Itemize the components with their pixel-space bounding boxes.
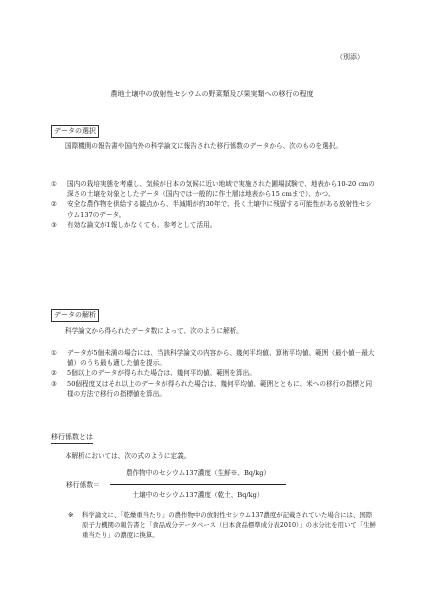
list-item bbox=[51, 368, 375, 378]
list-item bbox=[51, 220, 375, 230]
item-number: ③ bbox=[51, 220, 57, 229]
item-text: 50個程度又はそれ以上のデータが得られた場合は、幾何平均値、範囲とともに、米への移行の指標と同様の方法で移行の指標値を算出。 bbox=[67, 379, 373, 398]
item-text: 国内の栽培実態を考慮し、気候が日本の気候に近い地域で実施された圃場試験で、地表から10-20 cmの深さの土壌を対象としたデータ（国内では一般的に作土層は地表から15 cmまで）、かつ、 bbox=[67, 180, 375, 199]
list-item bbox=[51, 348, 375, 368]
list-item bbox=[51, 179, 375, 199]
formula-denominator: 土壌中のセシウム137濃度（乾土、Bq/kg） bbox=[132, 491, 264, 499]
item-text: データが5個未満の場合には、当該科学論文の内容から、幾何平均値、算術平均値、範囲（最小値－最大値）のうち最も適した値を提示。 bbox=[67, 349, 375, 368]
item-text: 5個以上のデータが得られた場合は、幾何平均値、範囲を算出。 bbox=[67, 369, 256, 378]
section2-list bbox=[51, 348, 375, 399]
fraction-line bbox=[110, 484, 286, 485]
section2-intro: 科学論文から得られたデータ数によって、次のように解析。 bbox=[65, 327, 243, 335]
item-number: ② bbox=[51, 200, 57, 209]
footnote-text: 科学論文に、「乾燥重当たり」の農作物中の放射性セシウム137濃度が記載されていた場合には、国際原子力機関の報告書と「食品成分データベース（日本食品標準成分表2010）」の水分比を用いて「生鮮重当たり」の濃度に換算。 bbox=[82, 511, 376, 539]
item-number: ② bbox=[51, 369, 57, 378]
item-text: 有効な論文が1報しかなくても、参考として活用。 bbox=[67, 220, 217, 229]
section-heading-data-selection: データの選択 bbox=[51, 125, 99, 138]
section1-list bbox=[51, 179, 375, 230]
formula-label: 移行係数＝ bbox=[66, 481, 100, 489]
item-number: ③ bbox=[51, 379, 57, 388]
item-number: ① bbox=[51, 349, 57, 357]
item-number: ① bbox=[51, 180, 57, 188]
item-text: 安全な農作物を供給する観点から、半減期が約30年で、長く土壌中に残留する可能性がある放射性セシウム137のデータ。 bbox=[67, 200, 372, 219]
section3-intro: 本解析においては、次の式のように定義。 bbox=[65, 452, 191, 460]
formula-numerator: 農作物中のセシウム137濃度（生鮮※、Bq/kg） bbox=[125, 469, 271, 477]
footnote bbox=[68, 510, 376, 540]
section-heading-transfer-factor: 移行係数とは bbox=[51, 433, 93, 444]
list-item bbox=[51, 379, 375, 399]
attachment-label: （別添） bbox=[336, 53, 364, 61]
list-item bbox=[51, 199, 375, 219]
section1-intro: 国際機関の報告書や国内外の科学論文に報告された移行係数のデータから、次のものを選択。 bbox=[65, 142, 342, 150]
footnote-mark: ※ bbox=[68, 511, 74, 519]
section-heading-data-analysis: データの解析 bbox=[51, 309, 99, 322]
document-title: 農地土壌中の放射性セシウムの野菜類及び果実類への移行の程度 bbox=[110, 90, 314, 98]
